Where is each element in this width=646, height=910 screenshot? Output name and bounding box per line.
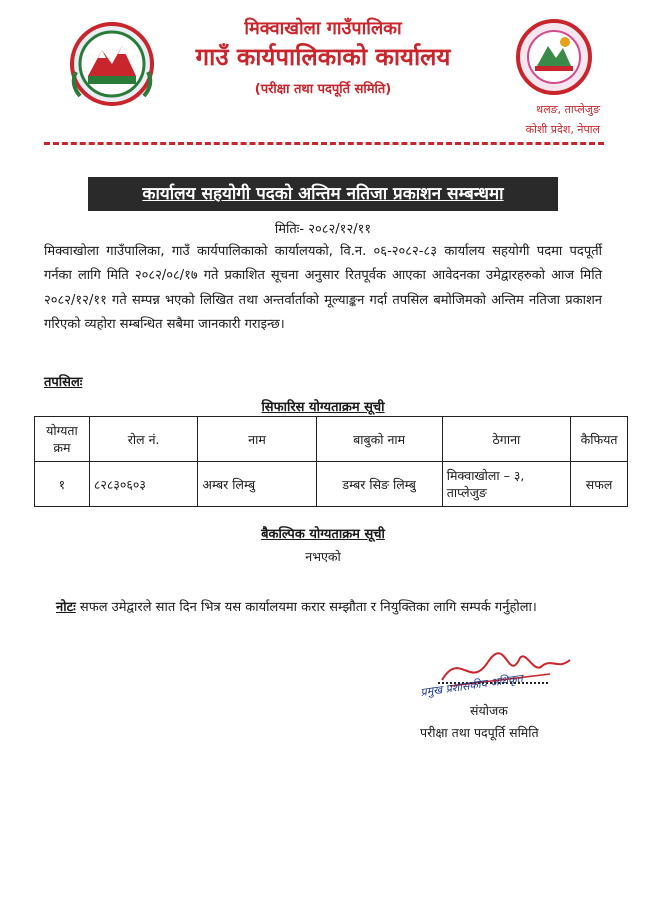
col-header-roll: रोल नं. xyxy=(89,417,198,462)
body-paragraph: मिक्वाखोला गाउँपालिका, गाउँ कार्यपालिकाको कार्यालयको, वि.न. ०६-२०८२-८३ कार्यालय सहयोगी पदमा पदपूर्ती गर्नका लागि मिति २०८२/०८/१७ गते प्रकाशित सूचना अनुसार रितपूर्वक आएका आवेदनका उमेद्वारहरुको आज मिति २०८२/१२/११ गते सम्पन्न भएको लिखित तथा अन्तर्वार्ताको मूल्याङ्कन गर्दा तपसिल बमोजिमको अन्तिम नतिजा प्रकाशन गरिएको व्यहोरा सम्बन्धित सबैमा जानकारी गराइन्छ। xyxy=(44,244,602,333)
col-header-rank: योग्यता क्रम xyxy=(35,417,90,462)
signatory-role: संयोजक xyxy=(470,703,508,718)
note-label: नोटः xyxy=(56,600,76,615)
alternate-list-title: बैकल्पिक योग्यताक्रम सूची xyxy=(261,527,385,542)
recommended-list-title: सिफारिस योग्यताक्रम सूची xyxy=(261,400,385,415)
merit-list-table xyxy=(34,416,628,507)
col-header-remarks: कैफियत xyxy=(571,417,628,462)
address-line-2: कोशी प्रदेश, नेपाल xyxy=(525,123,600,136)
cell-roll: ८२८३०६०३ xyxy=(89,462,198,507)
cell-remarks: सफल xyxy=(571,462,628,507)
header-divider xyxy=(44,142,604,145)
committee-name: (परीक्षा तथा पदपूर्ति समिति) xyxy=(254,82,392,97)
table-row xyxy=(35,462,628,507)
officer-stamp: प्रमुख प्रशासकीय अधिकृत xyxy=(419,671,524,700)
municipality-name: मिक्वाखोला गाउँपालिका xyxy=(244,18,402,39)
cell-father: डम्बर सिङ लिम्बु xyxy=(316,462,442,507)
cell-address: मिक्वाखोला – ३, ताप्लेजुङ xyxy=(442,462,570,507)
cell-name: अम्बर लिम्बु xyxy=(198,462,316,507)
office-name: गाउँ कार्यपालिकाको कार्यालय xyxy=(195,43,451,71)
tapsil-label: तपसिलः xyxy=(44,375,83,390)
note-text: सफल उमेद्वारले सात दिन भित्र यस कार्यालयमा करार सम्झौता र नियुक्तिका लागि सम्पर्क गर्नुहोला। xyxy=(79,600,537,615)
alternate-list-value: नभएको xyxy=(305,549,341,564)
signatory-committee: परीक्षा तथा पदपूर्ति समिति xyxy=(420,725,539,740)
note-paragraph xyxy=(56,596,576,620)
col-header-name: नाम xyxy=(198,417,316,462)
table-header-row xyxy=(35,417,628,462)
notice-date: मितिः- २०८२/१२/११ xyxy=(274,222,372,237)
col-header-father: बाबुको नाम xyxy=(316,417,442,462)
subject-text: कार्यालय सहयोगी पदको अन्तिम नतिजा प्रकाशन सम्बन्धमा xyxy=(142,184,504,204)
address-line-1: थलङ, ताप्लेजुङ xyxy=(536,103,600,116)
cell-rank: १ xyxy=(35,462,90,507)
col-header-address: ठेगाना xyxy=(442,417,570,462)
subject-bar xyxy=(88,177,558,211)
